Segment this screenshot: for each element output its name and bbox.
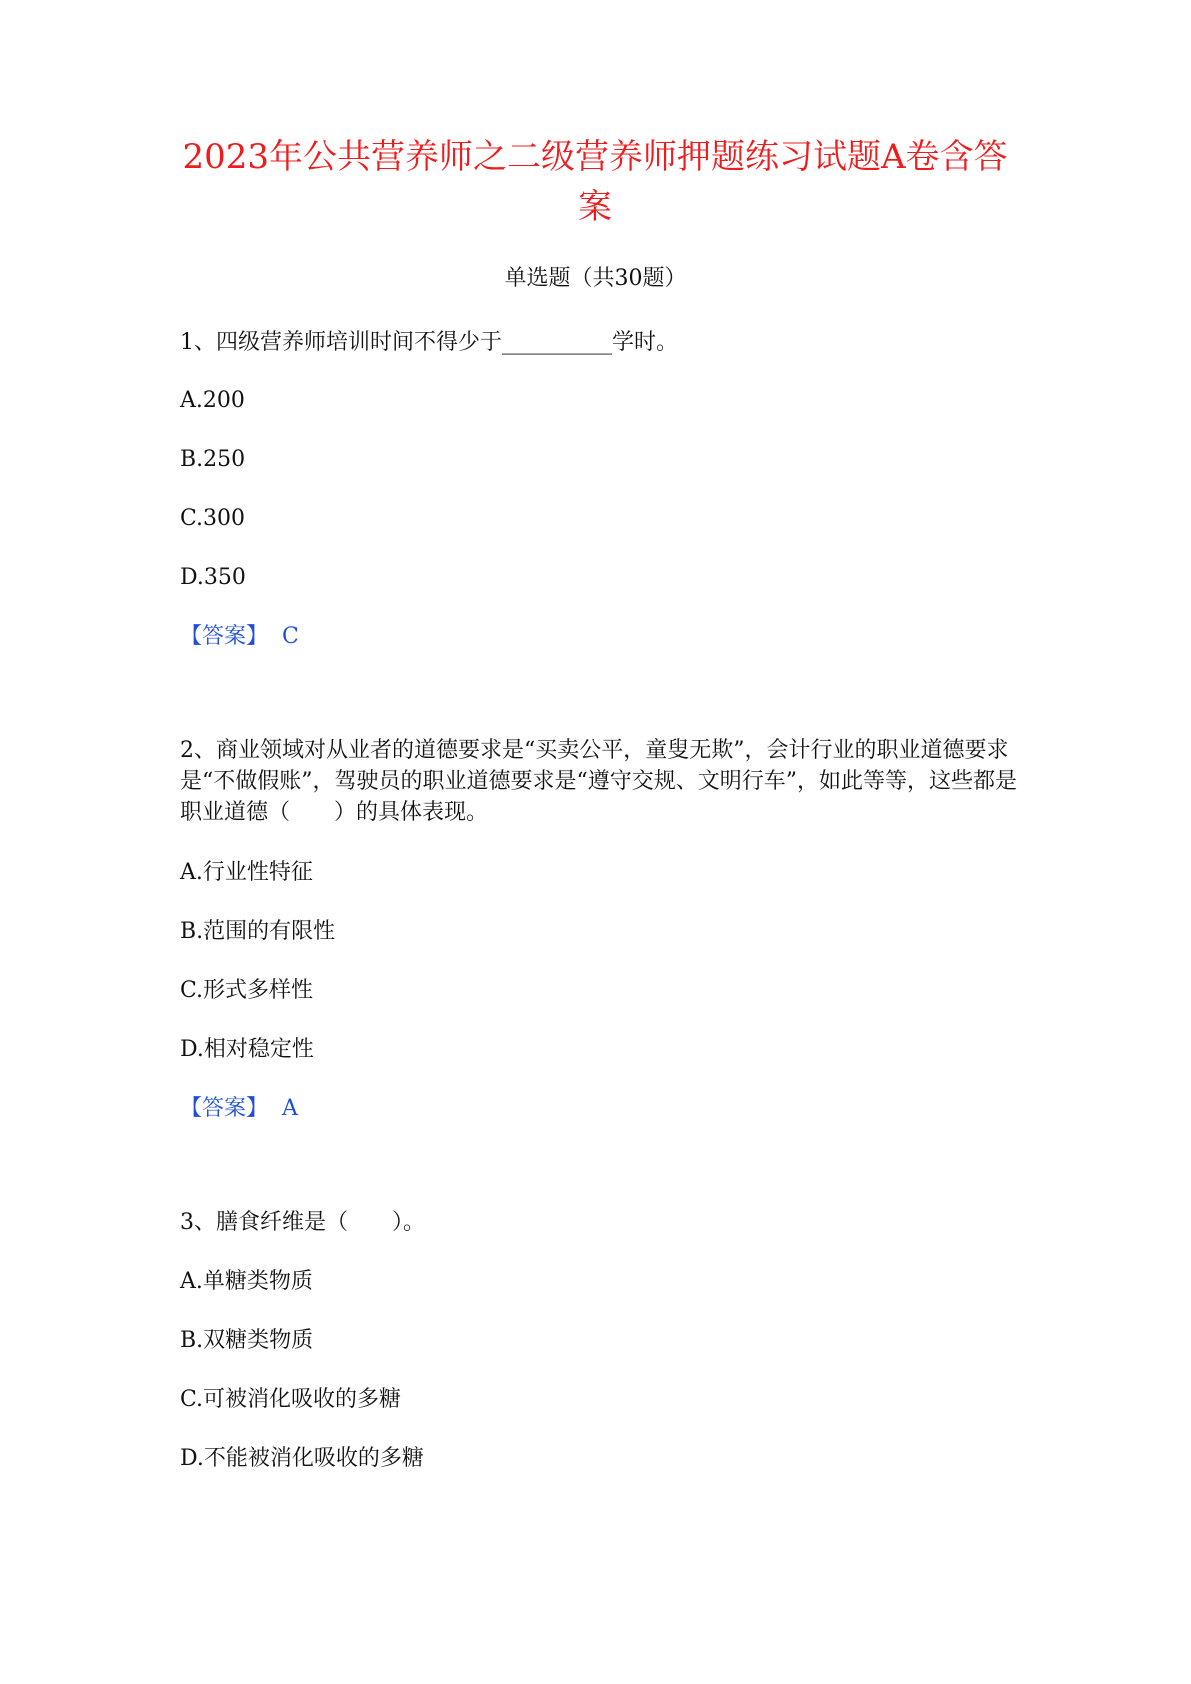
question-2-option-d: D.相对稳定性 [180, 1037, 314, 1062]
question-1-option-a: A.200 [180, 388, 245, 413]
question-1-answer [180, 622, 299, 652]
question-2-text: 2、商业领域对从业者的道德要求是“买卖公平，童叟无欺”，会计行业的职业道德要求是“不做假账”，驾驶员的职业道德要求是“遵守交规、文明行车”，如此等等，这些都是职业道德（ ）的具体表现。 [180, 738, 1017, 825]
answer-label: 【答案】 [180, 1096, 269, 1121]
answer-value: A [282, 1096, 298, 1121]
question-1-option-c: C.300 [180, 506, 246, 531]
answer-label: 【答案】 [180, 624, 269, 649]
question-3-text: 3、膳食纤维是（ ）。 [180, 1210, 425, 1235]
question-3-option-b: B.双糖类物质 [180, 1328, 314, 1353]
question-3-option-d: D.不能被消化吸收的多糖 [180, 1446, 424, 1471]
section-heading: 单选题（共30题） [504, 266, 687, 291]
question-2-answer [180, 1094, 298, 1124]
question-1-option-b: B.250 [180, 447, 246, 472]
question-1-option-d: D.350 [180, 565, 246, 590]
answer-value: C [282, 624, 299, 649]
question-2-option-c: C.形式多样性 [180, 978, 314, 1003]
question-3-option-a: A.单糖类物质 [180, 1269, 313, 1294]
document-title: 2023年公共营养师之二级营养师押题练习试题A卷含答案 [182, 137, 1008, 227]
question-2-option-b: B.范围的有限性 [180, 919, 336, 944]
question-3-option-c: C.可被消化吸收的多糖 [180, 1387, 402, 1412]
question-1-text: 1、四级营养师培训时间不得少于__________学时。 [180, 330, 678, 355]
question-2-option-a: A.行业性特征 [180, 860, 313, 885]
